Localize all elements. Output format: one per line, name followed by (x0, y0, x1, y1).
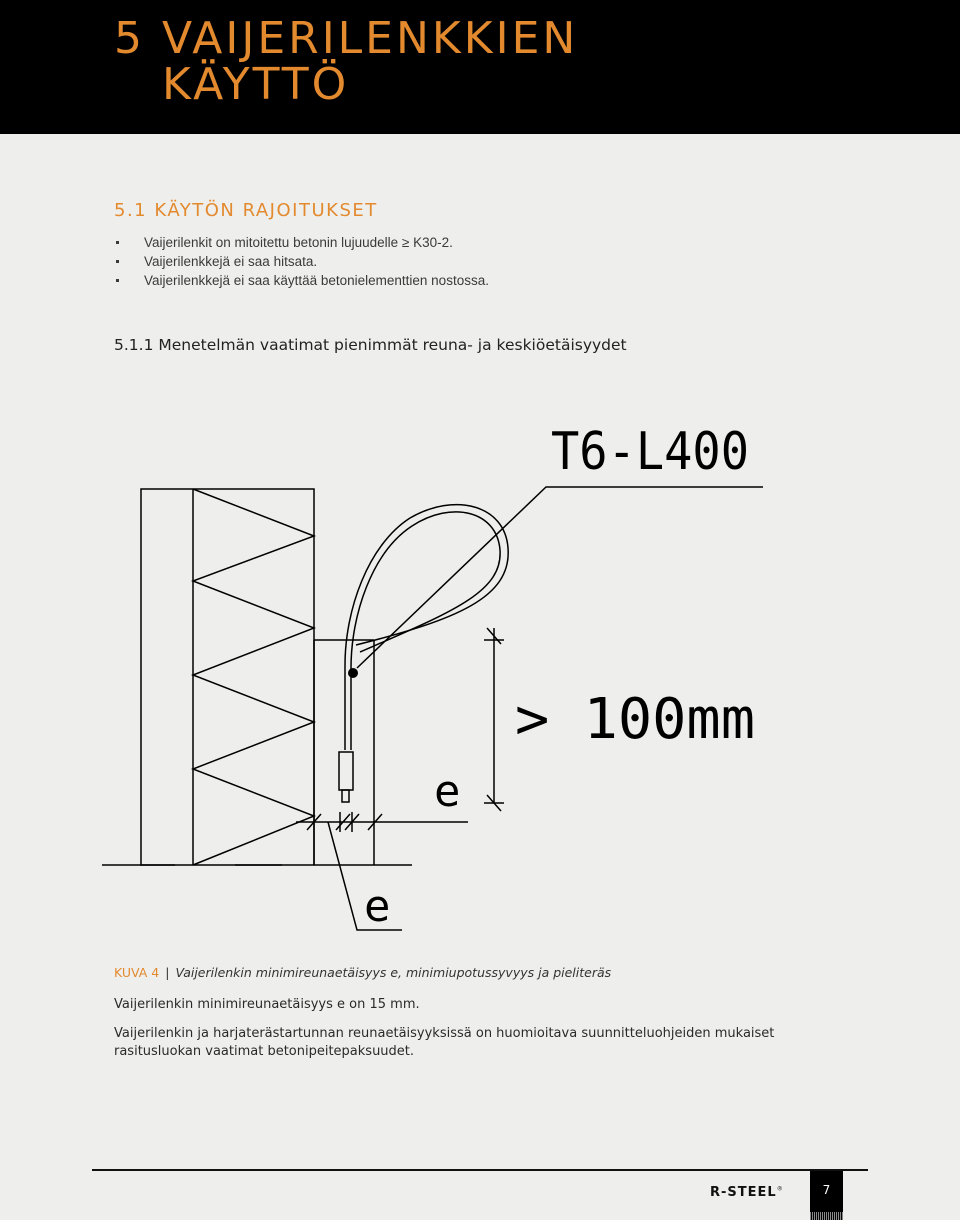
list-item (114, 252, 489, 271)
bullet-icon (116, 260, 119, 263)
wire-socket-end (342, 790, 349, 802)
list-item (114, 271, 489, 290)
distance-label: > 100mm (515, 687, 755, 752)
e-label-bottom: e (364, 881, 391, 932)
caption-text: Vaijerilenkin minimireunaetäisyys e, minimiupotussyvyys ja pieliteräs (175, 965, 612, 980)
wire-loop-outer (345, 505, 508, 750)
list-item (114, 233, 489, 252)
section-heading: 5.1 KÄYTÖN RAJOITUKSET (114, 200, 378, 221)
wire-socket (339, 752, 353, 790)
wire-dot (348, 668, 358, 678)
bullet-icon (116, 241, 119, 244)
registered-mark: ® (776, 1185, 784, 1193)
caption-label: KUVA 4 (114, 965, 160, 980)
list-item-text: Vaijerilenkkejä ei saa hitsata. (144, 254, 318, 269)
chapter-title-line2: KÄYTTÖ (162, 59, 350, 110)
page-number-box (810, 1171, 843, 1220)
technical-drawing (0, 380, 960, 940)
product-label: T6-L400 (551, 422, 749, 482)
insulation-zigzag (193, 489, 314, 865)
paragraph-edge-distance: Vaijerilenkin minimireunaetäisyys e on 15 mm. (114, 997, 420, 1012)
restrictions-list (114, 233, 489, 290)
bullet-icon (116, 279, 119, 282)
brand-logo (710, 1185, 784, 1200)
paragraph-concrete-cover: Vaijerilenkin ja harjaterästartunnan reunaetäisyyksissä on huomioitava suunnitteluohjeiden mukaiset rasitusluokan vaatimat betonipeitepaksuudet. (114, 1026, 775, 1059)
brand-logo-text: R-STEEL (710, 1185, 777, 1200)
page-box-hatch (810, 1212, 843, 1220)
caption-separator: | (165, 965, 170, 980)
e-label-right: e (434, 766, 461, 817)
list-item-text: Vaijerilenkkejä ei saa käyttää betonielementtien nostossa. (144, 273, 489, 288)
subsection-heading: 5.1.1 Menetelmän vaatimat pienimmät reuna- ja keskiöetäisyydet (114, 336, 627, 354)
chapter-title-line1: 5 VAIJERILENKKIEN (114, 13, 579, 64)
figure-caption (114, 965, 611, 980)
header-band (0, 0, 960, 134)
list-item-text: Vaijerilenkit on mitoitettu betonin lujuudelle ≥ K30-2. (144, 235, 453, 250)
chapter-title (114, 13, 579, 110)
footer-divider (92, 1169, 868, 1171)
page-number: 7 (822, 1183, 831, 1197)
